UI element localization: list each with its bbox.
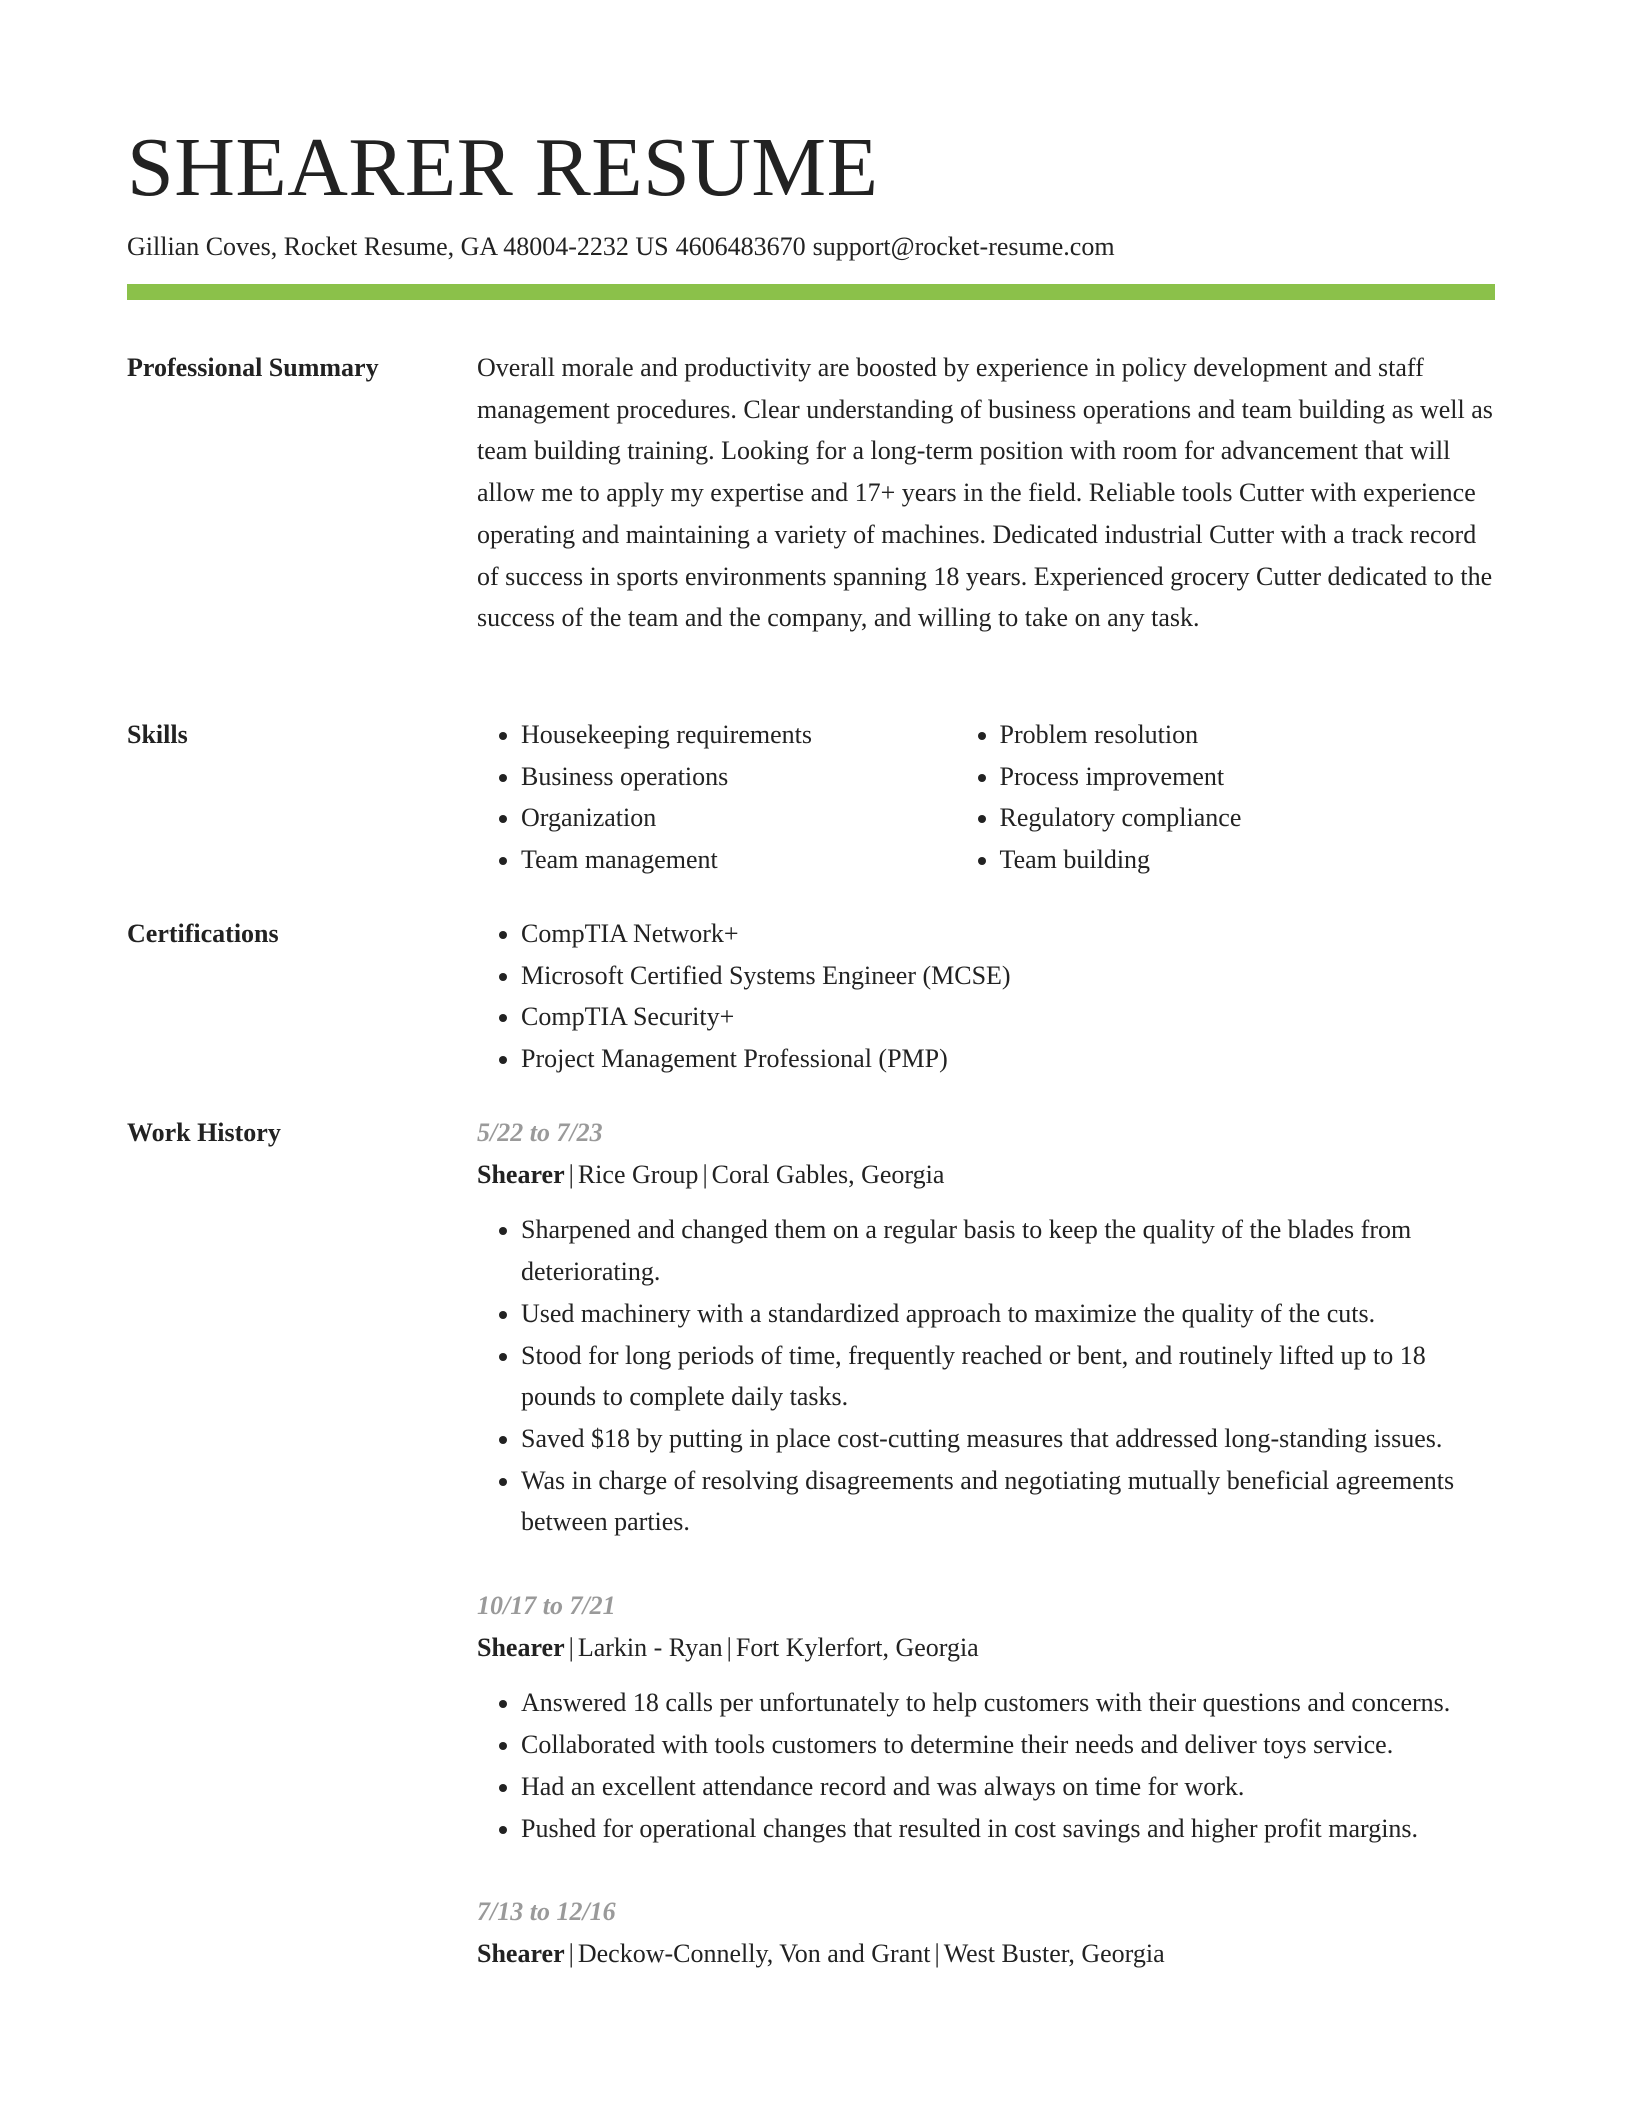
- certification-item: • Project Management Professional (PMP): [521, 1038, 1495, 1080]
- job-heading: [477, 1154, 1495, 1196]
- job-bullet: • Pushed for operational changes that resulted in cost savings and higher profit margins.: [521, 1808, 1495, 1850]
- job-title: Shearer: [477, 1632, 565, 1662]
- contact-phone: 4606483670: [675, 232, 806, 261]
- job-company: Deckow-Connelly, Von and Grant: [577, 1938, 931, 1968]
- job-entry: [477, 1891, 1495, 1974]
- separator: |: [568, 1632, 574, 1662]
- certification-item: • Microsoft Certified Systems Engineer (MCSE): [521, 955, 1495, 997]
- job-bullets: [477, 1209, 1495, 1543]
- job-location: West Buster, Georgia: [943, 1938, 1165, 1968]
- job-bullet: • Stood for long periods of time, frequently reached or bent, and routinely lifted up to 18 pounds to complete daily tasks.: [521, 1335, 1495, 1418]
- job-heading: [477, 1627, 1495, 1669]
- skills-list-right: [956, 714, 1495, 881]
- skill-item: • Process improvement: [1000, 756, 1495, 798]
- work-history-label: Work History: [127, 1118, 281, 1147]
- separator: |: [568, 1938, 574, 1968]
- job-title: Shearer: [477, 1159, 565, 1189]
- summary-label: Professional Summary: [127, 353, 379, 382]
- summary-text: Overall morale and productivity are boosted by experience in policy development and staff management procedures. Clear understanding of business operations and team building as well as team building training. Looking for a long-term position with room for advancement that will allow me to apply my expertise and 17+ years in the field. Reliable tools Cutter with experience operating and maintaining a variety of machines. Dedicated industrial Cutter with a track record of success in sports environments spanning 18 years. Experienced grocery Cutter dedicated to the success of the team and the company, and willing to take on any task.: [477, 353, 1493, 633]
- job-bullet: • Answered 18 calls per unfortunately to help customers with their questions and concerns.: [521, 1682, 1495, 1724]
- resume-name: SHEARER RESUME: [127, 121, 879, 214]
- separator: |: [726, 1632, 732, 1662]
- job-location: Coral Gables, Georgia: [711, 1159, 945, 1189]
- contact-address: Gillian Coves, Rocket Resume, GA 48004-2232 US: [127, 232, 669, 261]
- skill-item: • Business operations: [521, 756, 956, 798]
- job-company: Larkin - Ryan: [577, 1632, 723, 1662]
- job-bullet: • Had an excellent attendance record and was always on time for work.: [521, 1766, 1495, 1808]
- certifications-label: Certifications: [127, 919, 279, 948]
- certification-item: • CompTIA Security+: [521, 996, 1495, 1038]
- job-bullets: [477, 1682, 1495, 1849]
- skills-list-left: [477, 714, 956, 881]
- job-dates: 7/13 to 12/16: [477, 1897, 616, 1927]
- job-bullet: • Sharpened and changed them on a regular basis to keep the quality of the blades from deteriorating.: [521, 1209, 1495, 1292]
- summary-body: [477, 347, 1495, 639]
- skill-item: • Problem resolution: [1000, 714, 1495, 756]
- skills-columns: [477, 714, 1495, 881]
- contact-email: support@rocket-resume.com: [812, 232, 1115, 261]
- certification-item: • CompTIA Network+: [521, 913, 1495, 955]
- contact-line: [127, 230, 1115, 264]
- job-entry: [477, 1585, 1495, 1849]
- job-company: Rice Group: [577, 1159, 699, 1189]
- job-dates: 5/22 to 7/23: [477, 1118, 603, 1147]
- job-bullet: • Collaborated with tools customers to determine their needs and deliver toys service.: [521, 1724, 1495, 1766]
- job-dates: 10/17 to 7/21: [477, 1591, 616, 1621]
- skill-item: • Team building: [1000, 839, 1495, 881]
- header-divider: [127, 284, 1495, 300]
- job-title: Shearer: [477, 1938, 565, 1968]
- separator: |: [702, 1159, 708, 1189]
- job-bullet: • Was in charge of resolving disagreements and negotiating mutually beneficial agreements between parties.: [521, 1460, 1495, 1543]
- job-entry: [477, 1112, 1495, 1543]
- skills-body: [477, 714, 1495, 881]
- certifications-list: [477, 913, 1495, 1080]
- separator: |: [568, 1159, 574, 1189]
- separator: |: [934, 1938, 940, 1968]
- job-bullet: • Saved $18 by putting in place cost-cutting measures that addressed long-standing issues.: [521, 1418, 1495, 1460]
- skill-item: • Housekeeping requirements: [521, 714, 956, 756]
- job-location: Fort Kylerfort, Georgia: [735, 1632, 979, 1662]
- skill-item: • Team management: [521, 839, 956, 881]
- job-heading: [477, 1933, 1495, 1975]
- skill-item: • Regulatory compliance: [1000, 797, 1495, 839]
- work-history-body: [477, 1112, 1495, 2017]
- skills-label: Skills: [127, 720, 188, 749]
- skill-item: • Organization: [521, 797, 956, 839]
- job-bullet: • Used machinery with a standardized approach to maximize the quality of the cuts.: [521, 1293, 1495, 1335]
- certifications-body: [477, 913, 1495, 1080]
